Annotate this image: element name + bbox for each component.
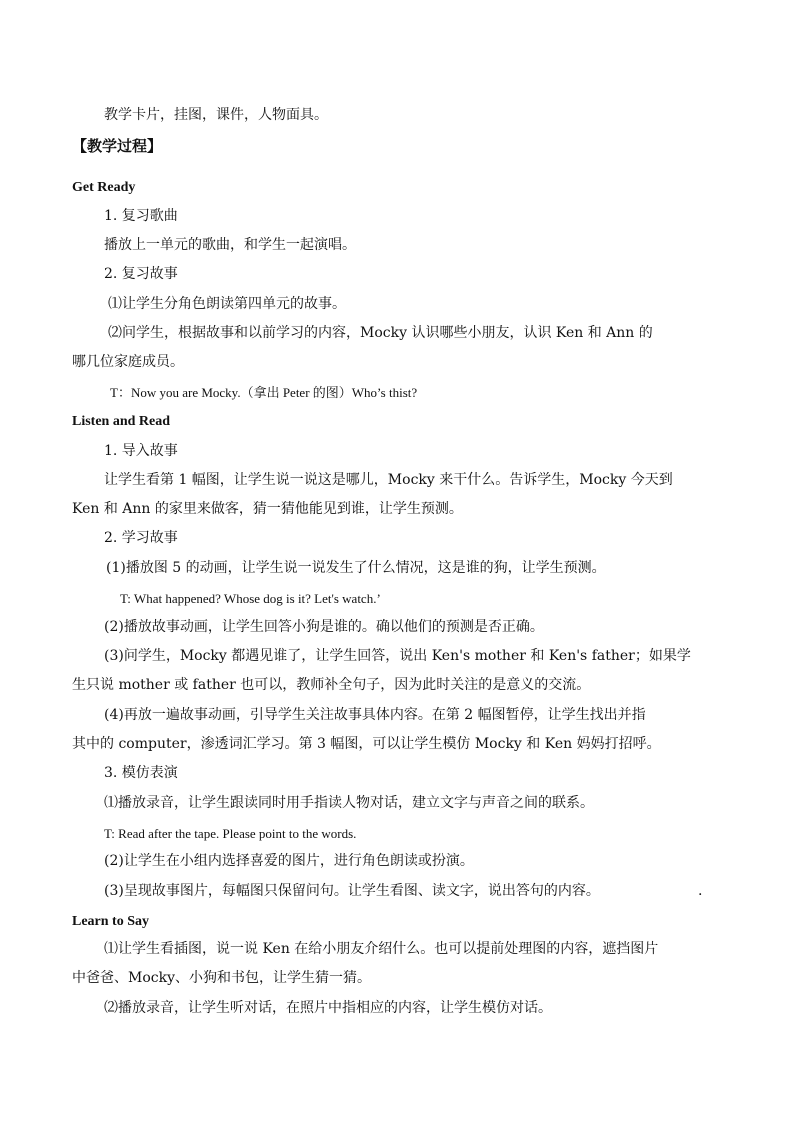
- learn-say-p1-line2: 中爸爸、Mocky、小狗和书包，让学生猜一猜。: [72, 970, 371, 986]
- get-ready-item-1-text: 播放上一单元的歌曲，和学生一起演唱。: [104, 237, 356, 253]
- get-ready-item-2: 2. 复习故事: [104, 266, 178, 282]
- learn-say-p2: ⑵播放录音，让学生听对话，在照片中指相应的内容，让学生模仿对话。: [104, 1000, 552, 1016]
- listen-read-item-1: 1. 导入故事: [104, 443, 178, 459]
- section-title-get-ready: Get Ready: [72, 180, 136, 195]
- section-title-listen-read: Listen and Read: [72, 414, 171, 429]
- materials-text: 教学卡片，挂图，课件，人物面具。: [104, 107, 328, 123]
- listen-read-item-3-p2: (2)让学生在小组内选择喜爱的图片，进行角色朗读或扮演。: [104, 853, 474, 869]
- listen-read-item-2-p1: (1)播放图 5 的动画，让学生说一说发生了什么情况，这是谁的狗，让学生预测。: [106, 560, 606, 576]
- listen-read-item-3-p1: ⑴播放录音，让学生跟读同时用手指读人物对话，建立文字与声音之间的联系。: [104, 795, 594, 811]
- listen-read-item-1-line1: 让学生看第 1 幅图，让学生说一说这是哪儿，Mocky 来干什么。告诉学生，Mocky 今天到: [104, 472, 673, 488]
- get-ready-item-2-p1: ⑴让学生分角色朗读第四单元的故事。: [108, 296, 346, 312]
- section-title-learn-say: Learn to Say: [72, 914, 149, 929]
- listen-read-item-2: 2. 学习故事: [104, 530, 178, 546]
- get-ready-item-2-p2-line1: ⑵问学生，根据故事和以前学习的内容，Mocky 认识哪些小朋友，认识 Ken 和 Ann 的: [108, 325, 653, 341]
- listen-read-item-3-example: T: Read after the tape. Please point to the words.: [104, 826, 357, 841]
- process-heading: 【教学过程】: [72, 137, 163, 155]
- listen-read-item-3-p3: (3)呈现故事图片，每幅图只保留问句。让学生看图、读文字，说出答句的内容。: [104, 883, 600, 899]
- listen-read-item-2-p3-line1: (3)问学生，Mocky 都遇见谁了，让学生回答，说出 Ken's mother 和 Ken's father；如果学: [104, 648, 691, 664]
- listen-read-item-1-line2: Ken 和 Ann 的家里来做客，猜一猜他能见到谁，让学生预测。: [72, 501, 463, 517]
- listen-read-item-3: 3. 模仿表演: [104, 765, 178, 781]
- listen-read-item-3-p3-trailing: .: [698, 883, 703, 899]
- listen-read-item-2-p4-line1: (4)再放一遍故事动画，引导学生关注故事具体内容。在第 2 幅图暂停，让学生找出并指: [104, 707, 646, 723]
- listen-read-item-2-example: T: What happened? Whose dog is it? Let's watch.’: [120, 591, 381, 606]
- get-ready-example: T：Now you are Mocky.（拿出 Peter 的图）Who’s thist?: [110, 385, 418, 400]
- get-ready-item-2-p2-line2: 哪几位家庭成员。: [72, 354, 184, 370]
- get-ready-item-1: 1. 复习歌曲: [104, 208, 178, 224]
- learn-say-p1-line1: ⑴让学生看插图，说一说 Ken 在给小朋友介绍什么。也可以提前处理图的内容，遮挡图片: [104, 941, 659, 957]
- listen-read-item-2-p2: (2)播放故事动画，让学生回答小狗是谁的。确以他们的预测是否正确。: [104, 619, 544, 635]
- listen-read-item-2-p4-line2: 其中的 computer，渗透词汇学习。第 3 幅图，可以让学生模仿 Mocky 和 Ken 妈妈打招呼。: [72, 736, 661, 752]
- listen-read-item-2-p3-line2: 生只说 mother 或 father 也可以，教师补全句子，因为此时关注的是意义的交流。: [72, 677, 591, 693]
